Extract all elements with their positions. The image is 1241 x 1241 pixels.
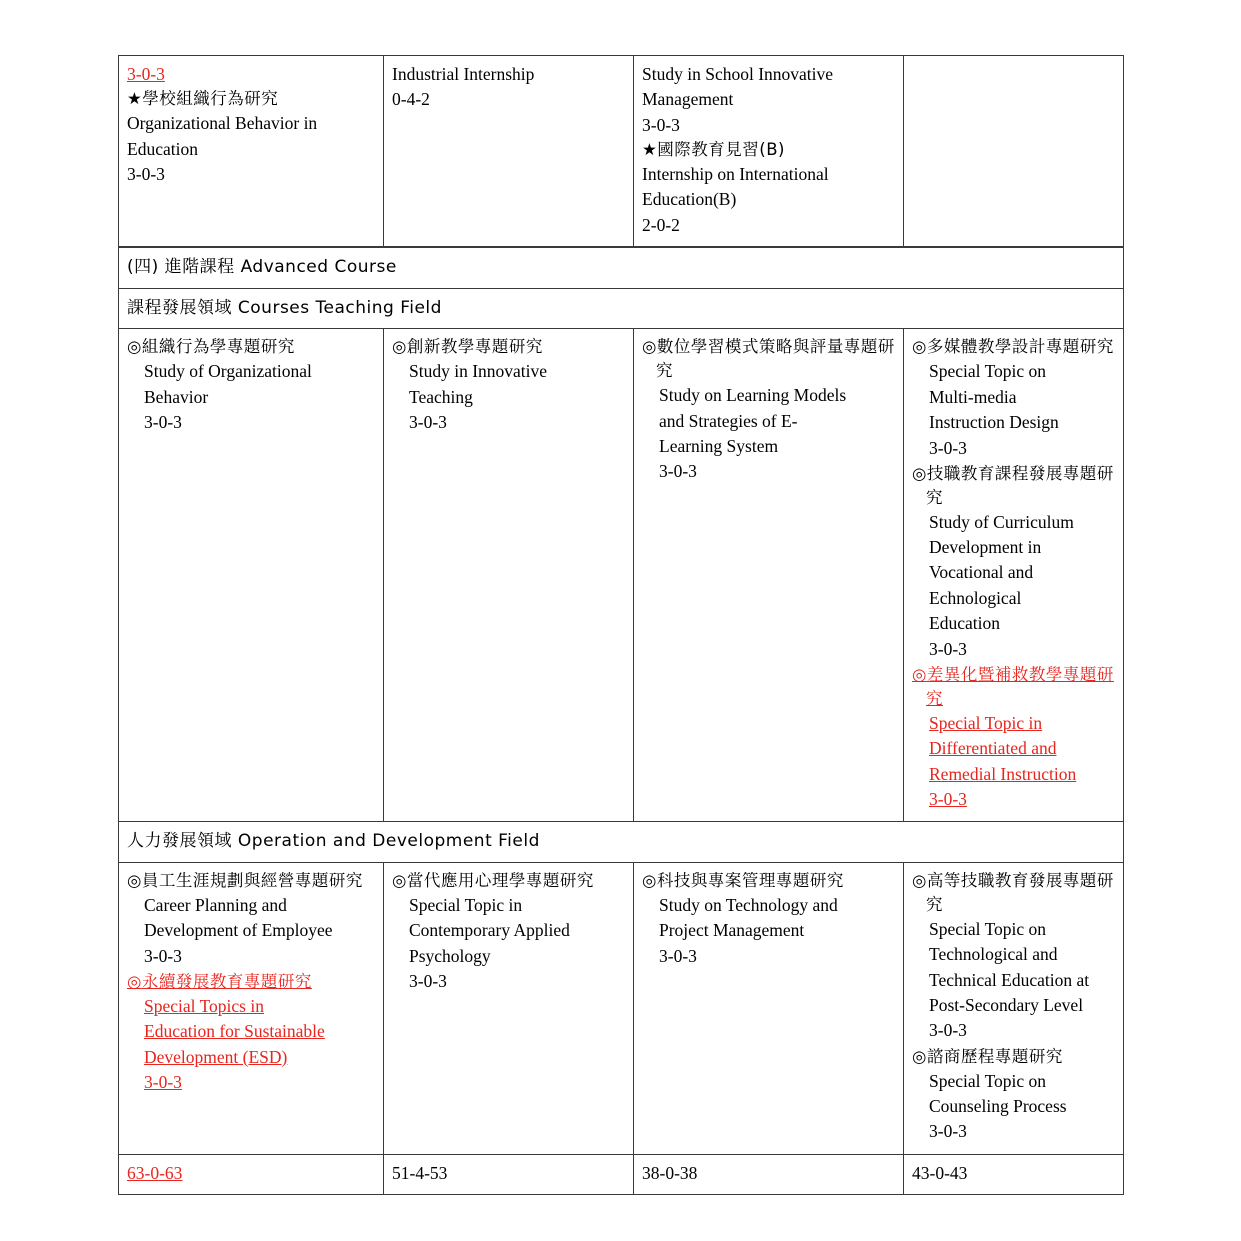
course-title-en: Behavior [144,386,209,407]
credits: 3-0-3 [929,1121,967,1142]
cell-study-in-school-innovative-management [634,56,904,247]
course-title-cjk: ◎差異化暨補救教學專題研究 [912,664,1114,708]
course-title-en: Career Planning and [144,894,287,915]
credits: 3-0-3 [929,437,967,458]
course-title-en: Technical Education at [929,969,1090,990]
section-header-courses-teaching-field [119,288,1124,329]
cell-organizational-behavior-in-education [119,56,384,247]
section-label: 人力發展領域 Operation and Development Field [127,831,540,852]
course-title-en: Education [929,613,1000,634]
credits: 3-0-3 [929,638,967,659]
section-label: (四) 進階課程 Advanced Course [127,257,397,278]
cell-empty [904,56,1124,247]
credits: 3-0-3 [144,945,182,966]
course-title-en: Study in School Innovative Management [642,64,834,110]
course-title-en: Differentiated and [929,738,1057,759]
course-title-en: Echnological [929,587,1022,608]
cell-odf-col2 [384,862,634,1154]
course-title-cjk: ★國際教育見習(B) [642,140,785,160]
section-label: 課程發展領域 Courses Teaching Field [127,297,442,318]
course-title-en: Special Topic in [409,894,523,915]
course-body [912,510,1115,662]
course-entry [642,335,895,484]
course-title-en: Project Management [659,920,805,941]
course-body [127,893,375,969]
course-title-en: Study on Learning Models [659,385,847,406]
course-title-en: Special Topic on [929,1070,1047,1091]
course-title-en: Special Topic on [929,918,1047,939]
table-row-totals [119,1154,1124,1194]
credits: 3-0-3 [409,412,447,433]
credits: 3-0-3 [659,945,697,966]
course-title-en: Contemporary Applied [409,920,570,941]
course-entry [392,869,625,994]
course-title-cjk: ◎技職教育課程發展專題研究 [912,463,1114,507]
course-body [912,359,1115,461]
section-header-advanced-course [119,248,1124,289]
course-entry [392,335,625,435]
course-title-cjk: ★學校組織行為研究 [127,89,279,109]
cell-ctf-col1 [119,329,384,822]
cell-industrial-internship [384,56,634,247]
course-title-en: Teaching [409,386,473,407]
cell-ctf-col4 [904,329,1124,822]
table-row [119,56,1124,247]
course-title-en: Special Topic in [929,712,1043,733]
credits: 3-0-3 [929,788,967,809]
table-advanced-course [118,247,1124,1195]
course-entry-highlighted [127,970,375,1095]
credits: 3-0-3 [409,971,447,991]
course-entry [912,335,1115,460]
course-title-en: Vocational and [929,562,1034,583]
credits: 0-4-2 [392,89,430,110]
course-body [127,994,375,1096]
table-row-courses-teaching-field [119,329,1124,822]
course-title-cjk: ◎多媒體教學設計專題研究 [912,337,1114,357]
course-title-cjk: ◎永續發展教育專題研究 [127,972,312,991]
credits: 2-0-2 [642,214,680,235]
credits: 3-0-3 [929,1020,967,1041]
course-entry [912,1045,1115,1145]
course-title-cjk: ◎組織行為學專題研究 [127,337,295,357]
total-col4 [904,1154,1124,1194]
course-title-en: Multi-media [929,386,1017,407]
credits: 3-0-3 [144,1072,182,1093]
course-title-en: Psychology [409,945,491,966]
course-entry [912,462,1115,662]
course-title-en: Industrial Internship [392,64,535,84]
course-body [912,711,1115,813]
course-title-cjk: ◎科技與專案管理專題研究 [642,870,844,890]
course-title-en: Education for Sustainable [144,1021,325,1042]
total-value: 43-0-43 [912,1162,968,1183]
course-title-en: Internship on International Education(B) [642,164,829,210]
table-row-operation-development-field [119,862,1124,1154]
cell-ctf-col3 [634,329,904,822]
course-entry [912,869,1115,1044]
course-title-en: Post-Secondary Level [929,994,1084,1015]
total-col2 [384,1154,634,1194]
credits: 3-0-3 [642,114,680,135]
cell-odf-col1 [119,862,384,1154]
course-body [912,917,1115,1044]
course-title-cjk: ◎高等技職教育發展專題研究 [912,870,1114,914]
cell-odf-col4 [904,862,1124,1154]
course-title-cjk: ◎數位學習模式策略與評量專題研究 [642,337,895,381]
total-col1 [119,1154,384,1194]
course-title-en: Counseling Process [929,1095,1067,1116]
credits-red: 3-0-3 [127,64,165,84]
course-title-cjk: ◎創新教學專題研究 [392,337,543,357]
table-core-course-continuation [118,55,1124,247]
row-section-advanced-course [119,248,1124,289]
course-title-cjk: ◎員工生涯規劃與經營專題研究 [127,870,363,890]
cell-odf-col3 [634,862,904,1154]
total-col3 [634,1154,904,1194]
section-header-operation-development-field [119,822,1124,863]
course-body [392,359,625,435]
course-entry [127,335,375,435]
course-title-en: Learning System [659,436,779,457]
credits: 3-0-3 [659,461,697,482]
course-title-en: Study in Innovative [409,361,548,382]
credits: 3-0-3 [127,164,165,185]
course-title-en: Development in [929,537,1042,558]
course-title-cjk: ◎諮商歷程專題研究 [912,1046,1063,1066]
course-entry [642,869,895,969]
course-entry-highlighted [912,663,1115,812]
course-title-en: Special Topics in [144,995,264,1016]
row-section-courses-teaching-field [119,288,1124,329]
course-body [642,383,895,485]
course-title-en: Study of Organizational [144,361,312,382]
cell-ctf-col2 [384,329,634,822]
course-body [912,1069,1115,1145]
course-body [127,359,375,435]
course-body [642,893,895,969]
course-title-en: Remedial Instruction [929,763,1077,784]
course-title-en: Technological and [929,944,1058,965]
course-title-en: Study of Curriculum [929,511,1074,532]
course-title-en: Instruction Design [929,412,1059,433]
course-entry [127,869,375,969]
course-title-en: Development of Employee [144,920,333,941]
course-title-en: Study on Technology and [659,894,838,915]
course-body [392,893,625,995]
course-title-en: Organizational Behavior in Education [127,113,318,159]
total-value: 63-0-63 [127,1162,183,1183]
total-value: 38-0-38 [642,1162,698,1183]
course-title-en: Special Topic on [929,361,1047,382]
course-title-cjk: ◎當代應用心理學專題研究 [392,870,594,890]
total-value: 51-4-53 [392,1162,448,1183]
credits: 3-0-3 [144,412,182,433]
row-section-operation-development-field [119,822,1124,863]
course-title-en: Development (ESD) [144,1046,288,1067]
course-title-en: and Strategies of E- [659,410,798,431]
